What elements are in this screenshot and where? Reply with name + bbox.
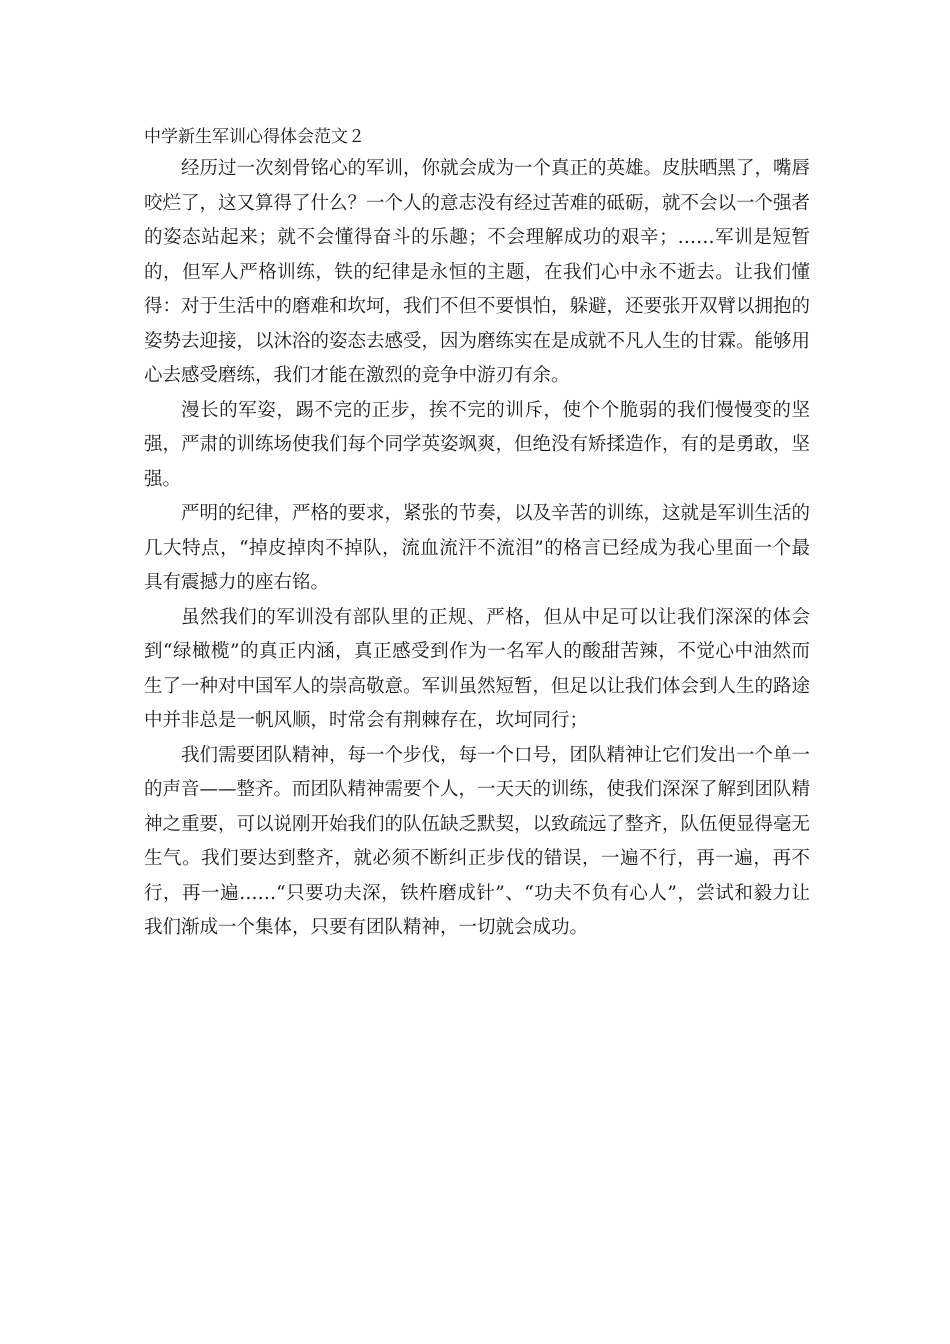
- paragraph-5: 我们需要团队精神，每一个步伐，每一个口号，团队精神让它们发出一个单一的声音——整齐。而团队精神需要个人，一天天的训练，使我们深深了解到团队精神之重要，可以说刚开始我们的队伍缺乏默契，以致疏远了整齐，队伍便显得毫无生气。我们要达到整齐，就必须不断纠正步伐的错误，一遍不行，再一遍，再不行，再一遍……“只要功夫深，铁杵磨成针”、“功夫不负有心人”，尝试和毅力让我们渐成一个集体，只要有团队精神，一切就会成功。: [144, 744, 811, 938]
- paragraph-1: 经历过一次刻骨铭心的军训，你就会成为一个真正的英雄。皮肤晒黑了，嘴唇咬烂了，这又算得了什么？一个人的意志没有经过苦难的砥砺，就不会以一个强者的姿态站起来；就不会懂得奋斗的乐趣；不会理解成功的艰辛；……军训是短暂的，但军人严格训练，铁的纪律是永恒的主题，在我们心中永不逝去。让我们懂得：对于生活中的磨难和坎坷，我们不但不要惧怕，躲避，还要张开双臂以拥抱的姿势去迎接，以沐浴的姿态去感受，因为磨练实在是成就不凡人生的甘霖。能够用心去感受磨练，我们才能在激烈的竞争中游刃有余。: [144, 158, 811, 386]
- paragraph-2: 漫长的军姿，踢不完的正步，挨不完的训斥，使个个脆弱的我们慢慢变的坚强，严肃的训练场使我们每个同学英姿飒爽，但绝没有矫揉造作，有的是勇敢，坚强。: [144, 399, 811, 490]
- paragraph-3: 严明的纪律，严格的要求，紧张的节奏，以及辛苦的训练，这就是军训生活的几大特点，“掉皮掉肉不掉队，流血流汗不流泪”的格言已经成为我心里面一个最具有震撼力的座右铭。: [144, 503, 811, 593]
- document-body: [144, 124, 810, 946]
- document-title: 中学新生军训心得体会范文２: [144, 127, 365, 147]
- paragraph-4: 虽然我们的军训没有部队里的正规、严格，但从中足可以让我们深深的体会到“绿橄榄”的真正内涵，真正感受到作为一名军人的酸甜苦辣，不觉心中油然而生了一种对中国军人的崇高敬意。军训虽然短暂，但足以让我们体会到人生的路途中并非总是一帆风顺，时常会有荆棘存在，坎坷同行；: [144, 606, 811, 731]
